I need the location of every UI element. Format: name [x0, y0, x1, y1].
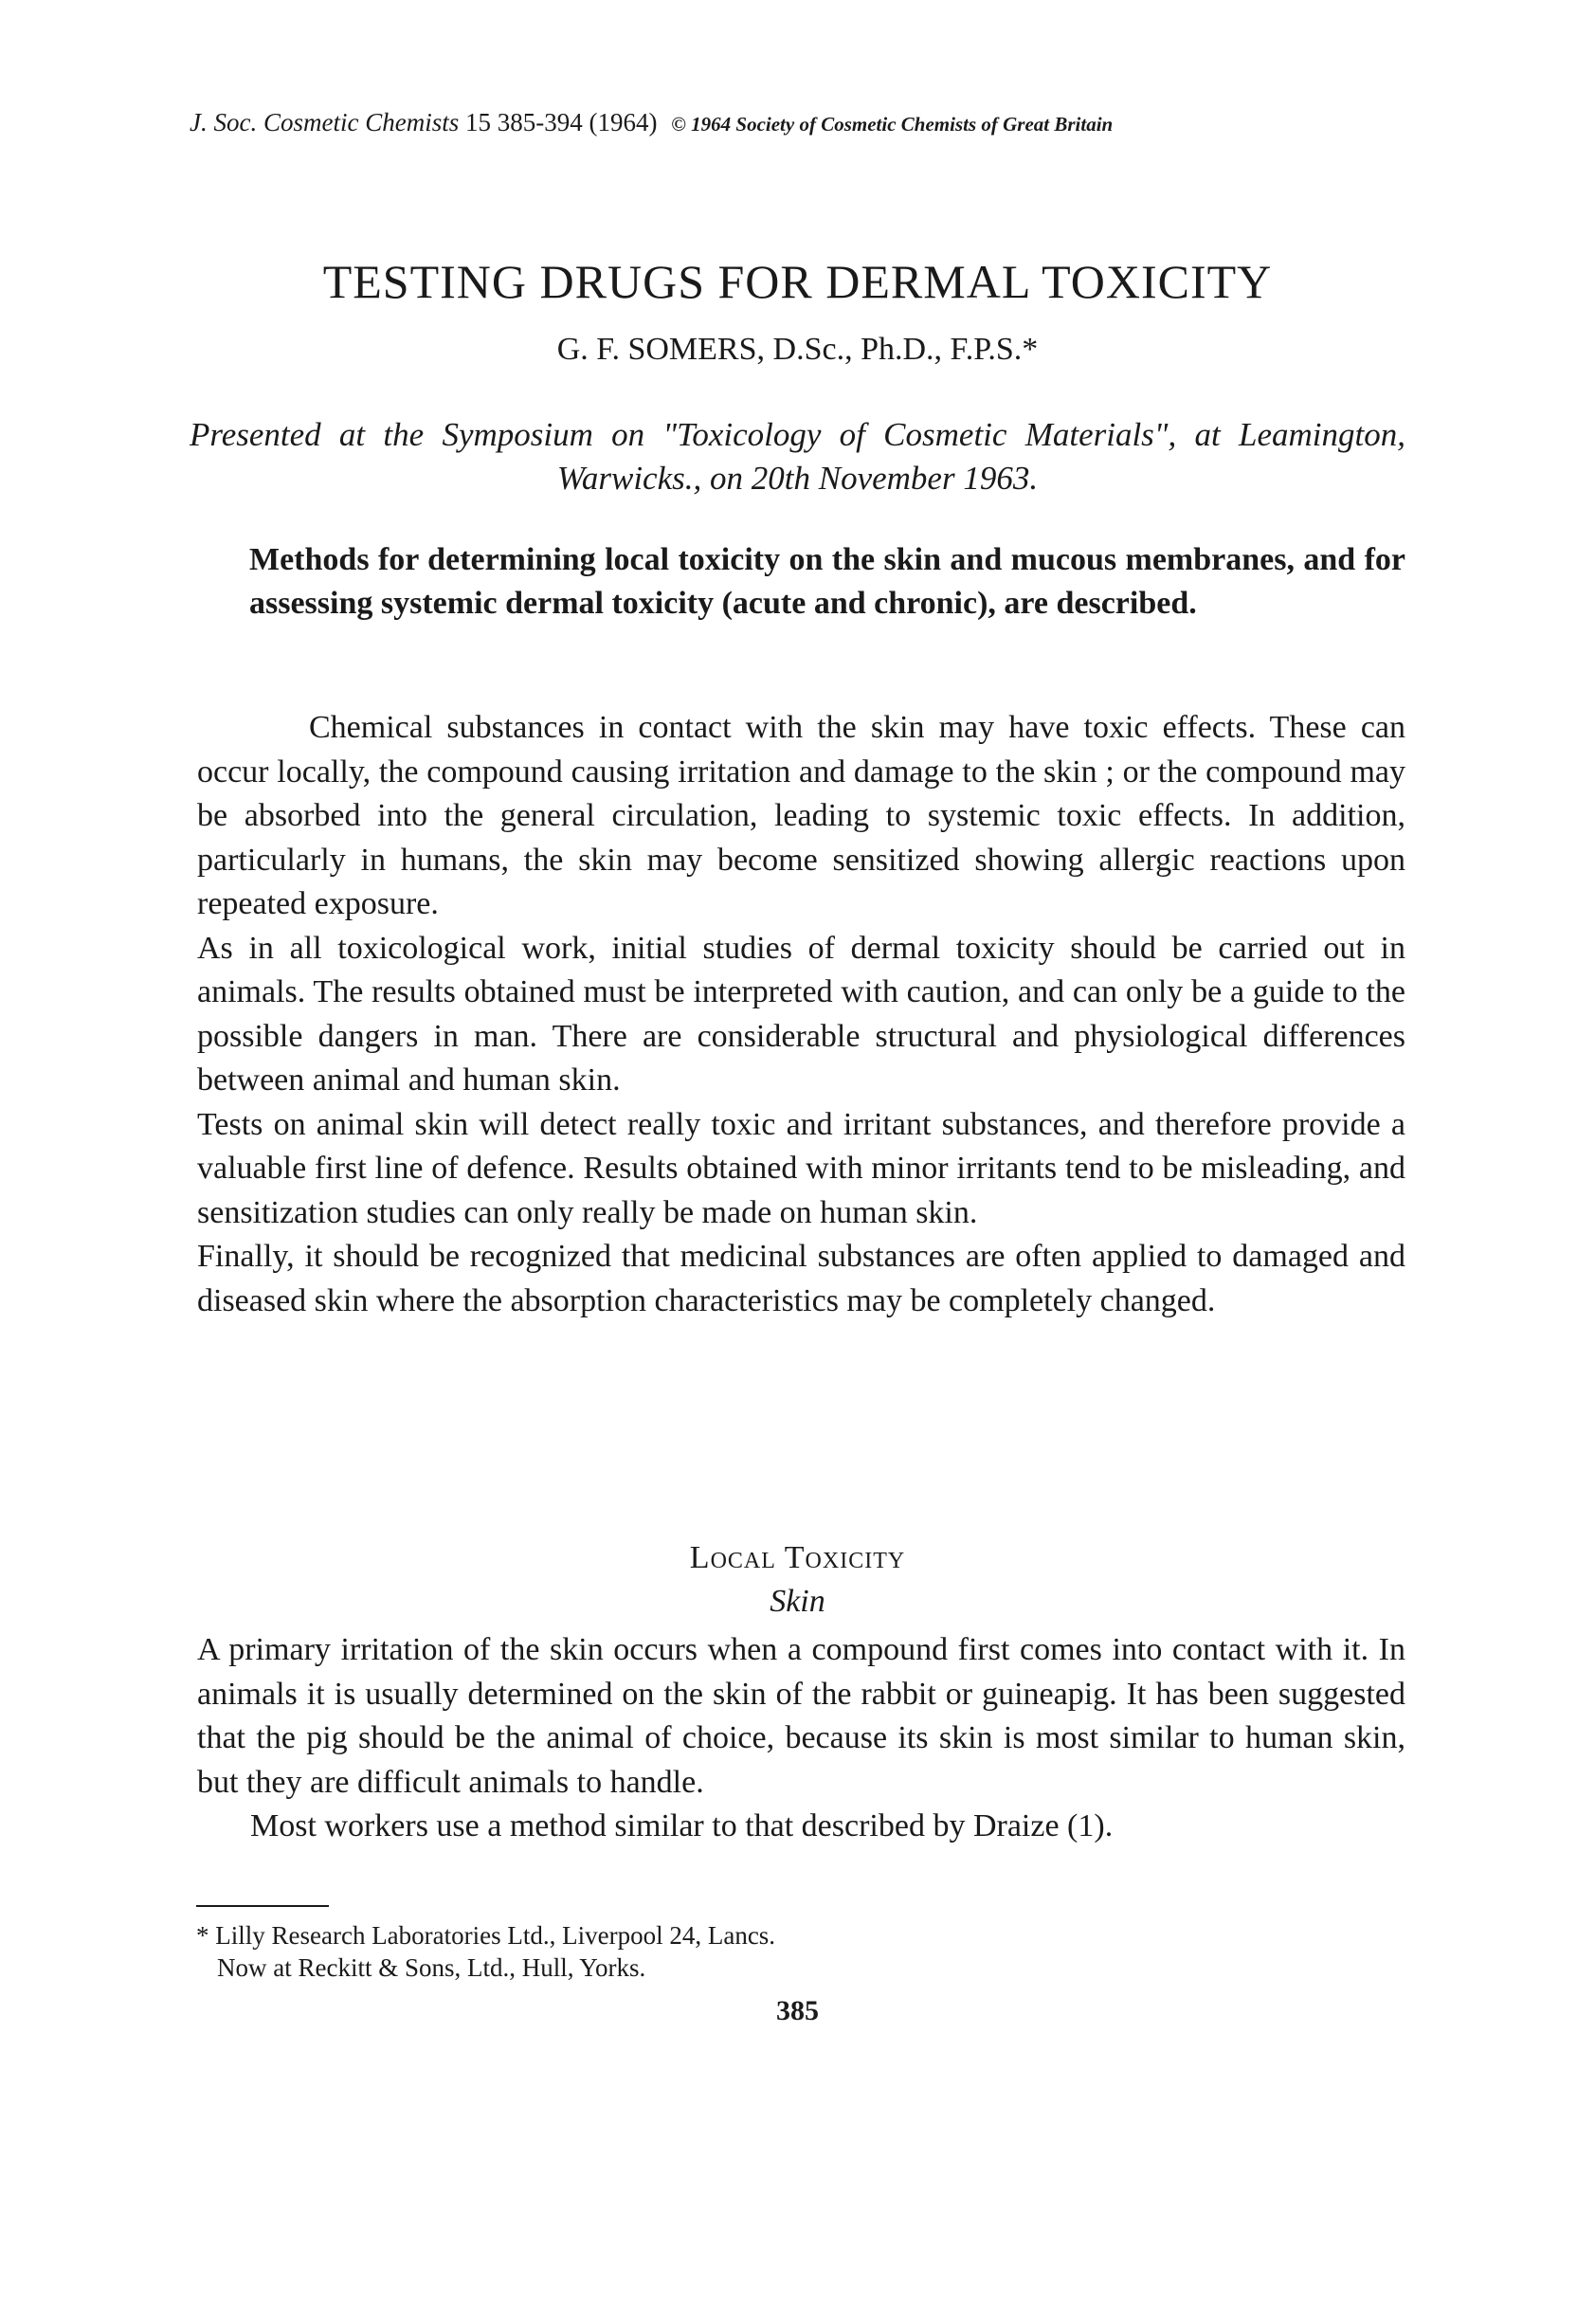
paragraph: Finally, it should be recognized that medicinal substances are often applied to damaged and diseased skin where the absorption characteristics may be completely changed. — [197, 1239, 1405, 1318]
section-heading: Local Toxicity — [689, 1540, 906, 1575]
paragraph: As in all toxicological work, initial studies of dermal toxicity should be carried out in animals. The results obtained must be interpreted with caution, and can only be a guide to the possible dangers in man. There are considerable structural and physiological differences between animal and human skin. — [197, 930, 1405, 1098]
footnote-current-address: Now at Reckitt & Sons, Ltd., Hull, Yorks. — [217, 1953, 646, 1982]
volume-pages: 15 385-394 (1964) — [464, 108, 658, 136]
paragraph: Tests on animal skin will detect really toxic and irritant substances, and therefore provide a valuable first line of defence. Results obtained with minor irritants tend to be misleading, and sensitization studies can only really be made on human skin. — [197, 1106, 1405, 1230]
intro-body — [197, 706, 1405, 1323]
section-body — [197, 1628, 1405, 1849]
paragraph: A primary irritation of the skin occurs when a compound first comes into contact with it. In animals it is usually determined on the skin of the rabbit or guineapig. It has been suggested that the pig should be the animal of choice, because its skin is most similar to human skin, but they are difficult animals to handle. — [197, 1632, 1405, 1800]
page-number: 385 — [776, 1995, 819, 2026]
abstract: Methods for determining local toxicity on the skin and mucous membranes, and for assessing systemic dermal toxicity (acute and chronic), are described. — [249, 542, 1405, 621]
journal-name: J. Soc. Cosmetic Chemists — [190, 108, 460, 136]
author-line: G. F. SOMERS, D.Sc., Ph.D., F.P.S.* — [556, 332, 1039, 367]
footnote-rule — [196, 1905, 329, 1907]
paper-title: TESTING DRUGS FOR DERMAL TOXICITY — [322, 255, 1273, 308]
section-subheading: Skin — [770, 1584, 825, 1619]
paragraph: Chemical substances in contact with the skin may have toxic effects. These can occur locally, the compound causing irritation and damage to the skin ; or the compound may be absorbed into the general circulation, leading to systemic toxic effects. In addition, particularly in humans, the skin may become sensitized showing allergic reactions upon repeated exposure. — [197, 710, 1405, 921]
running-head — [190, 108, 1422, 137]
presented-note: Presented at the Symposium on "Toxicology of Cosmetic Materials", at Leamington, Warwicks., on 20th November 1963. — [190, 416, 1405, 497]
paragraph: Most workers use a method similar to that described by Draize (1). — [250, 1808, 1114, 1843]
footnote-affiliation: * Lilly Research Laboratories Ltd., Liverpool 24, Lancs. — [196, 1921, 776, 1950]
footnotes — [196, 1919, 1144, 1984]
copyright-notice: © 1964 Society of Cosmetic Chemists of Great Britain — [671, 113, 1114, 136]
